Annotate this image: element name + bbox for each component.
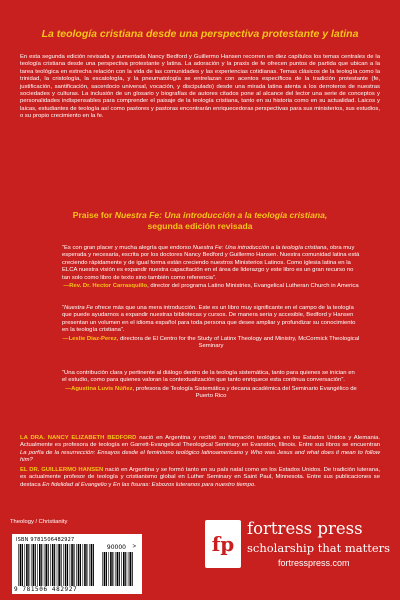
quote-text: “Es con gran placer y mucha alegría que endorso Nuestra Fe: Una introducción a la teología cristiana, obra muy esperada y necesaria, escrita por los doctores Nancy Bedford y Guillermo Hansen. Nuestra comunidad latina está creciendo rápidamente y de igual forma están creciendo nuestros Ministerios Latinos. Como iglesia latina en la ELCA nuestra visión es expandir nuestra capacitación en el área de liderazgo y este libro es un gran recurso no tan solo como libro de texto sino también como referencia”. [62,245,360,281]
endorsement-quote [62,370,360,401]
endorsement-quote [62,245,360,290]
publisher-slogan: scholarship that matters [247,541,391,555]
quote-attribution: —Agustina Luvis Núñez, profesora de Teología Sistemática y decana académica del Seminario Evangélico de Puerto Rico [65,385,357,400]
fortress-press-logo: fp [205,520,241,568]
quote-text: “Una contribución clara y pertinente al diálogo dentro de la teología sistemática, tanto para quienes se inician en el estudio, como para quienes valoran la contextualización que tanto enriquece esta continua conversación”. [62,370,355,384]
barcode-bars-icon [18,544,96,586]
praise-book-title: Nuestra Fe: Una introducción a la teología cristiana, [114,210,328,220]
isbn-digits: 9 781506 482927 [14,586,78,593]
category-label: Theology / Christianity [10,519,68,525]
barcode-addon-bars-icon [102,552,134,586]
price-arrow: > [132,544,136,550]
praise-heading [28,210,372,232]
author-bio-hansen: EL DR. GUILLERMO HANSEN nació en Argentina y se formó tanto en su país natal como en los Estados Unidos. De tradición luterana, es actualmente profesor de teología y cristianismo global en Luther Seminary en Saint Paul, Minnesota. Entre sus publicaciones se destaca En fidelidad al Evangelio y En las fisuras: Esbozos luteranos para nuestro tiempo. [20,467,380,488]
praise-lead: Praise for [72,210,115,220]
isbn-label: ISBN 9781506482927 [16,537,75,543]
author-bio-bedford: LA DRA. NANCY ELIZABETH BEDFORD nació en Argentina y recibió su formación teológica en los Estados Unidos y Alemania. Actualmente es profesora de teología en Garrett-Evangelical Theological Seminary en Evanston, Illinois. Entre sus libros se encuentran La porfía de la resurrección: Ensayos desde el feminismo teológico latinoamericano y Who was Jesus and what does it mean to follow him? [20,435,381,464]
isbn-barcode [12,534,142,594]
intro-paragraph: En esta segunda edición revisada y aumentada Nancy Bedford y Guillermo Hansen recorren en diez capítulos los temas centrales de la teología cristiana desde una perspectiva protestante y latina. La adoración y la praxis de fe ofrecen puntos de partida que ubican a la tarea teológica en estrecha relación con la vida de las comunidades y las experiencias cotidianas. Temas clásicos de la teología como la trinidad, la cristología, la escatología, y la pneumatología se entrelazan con acentos específicos de la tradición protestante (fe, justificación, santificación, sacerdocio universal, vocación, y discipulado) desde una mirada latina atenta a los derroteros de nuestras sociedades y culturas. La inclusión de un glosario y biografías de autores citados pone al alcance del lector una serie de conceptos y personalidades indispensables para comprender el paisaje de la teología cristiana, tanto en su historia como en su actualidad. Laicos y laicas, estudiantes de teología así como pastores y pastoras encontrarán enriquecedoras perspectivas para sus ministerios, sus estudios, o su propio crecimiento en la fe. [20,54,380,120]
quote-text: “Nuestra Fe ofrece más que una mera introducción. Este es un libro muy significante en el campo de la teología que puede ayudarnos a expandir nuestras bibliotecas y cursos. De manera seria y accesible, Bedford y Hansen presentan un volumen en el idioma español para toda persona que desee ampliar y profundizar su conocimiento en la teología cristiana”. [62,305,356,334]
publisher-name: fortress press [247,519,363,538]
endorsement-quote [62,305,360,350]
publisher-url: fortresspress.com [278,558,350,568]
quote-attribution: —Leslie Diaz-Perez, directora de El Centro for the Study of Latinx Theology and Ministry, McCormick Theological Seminary [62,335,360,350]
price-code: 90000 [106,544,126,551]
praise-edition: segunda edición revisada [147,221,253,231]
tagline: La teología cristiana desde una perspectiva protestante y latina [41,28,359,40]
quote-attribution: —Rev. Dr. Hector Carrasquillo, director del programa Latino Ministries, Evangelical Lutheran Church in America [63,283,359,290]
